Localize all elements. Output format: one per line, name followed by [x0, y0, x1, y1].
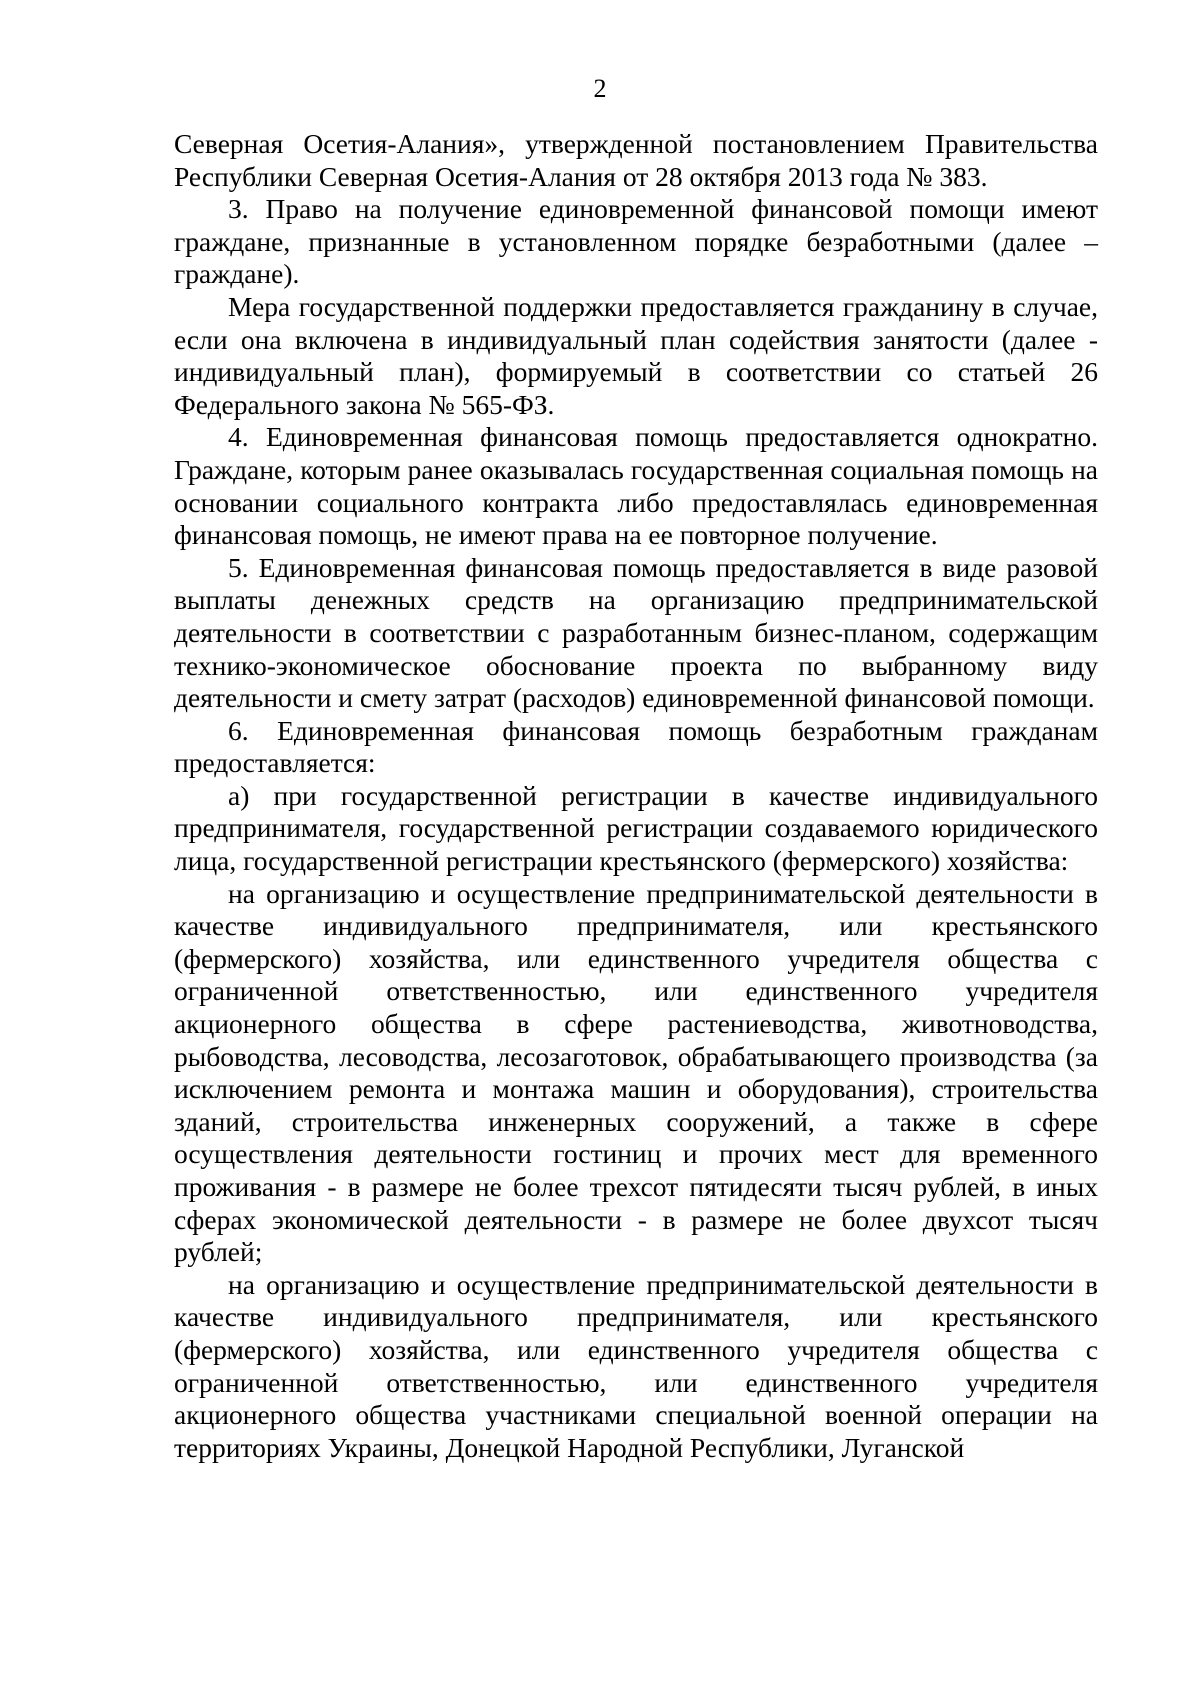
paragraph-item-5: 5. Единовременная финансовая помощь предоставляется в виде разовой выплаты денежных средств на организацию предпринимательской деятельности в соответствии с разработанным бизнес-планом, содержащим технико-экономическое обоснование проекта по выбранному виду деятельности и смету затрат (расходов) единовременной финансовой помощи. [174, 551, 1098, 714]
paragraph-continuation: Северная Осетия-Алания», утвержденной постановлением Правительства Республики Северная Осетия-Алания от 28 октября 2013 года № 383. [174, 128, 1098, 192]
paragraph-svo-participants: на организацию и осуществление предпринимательской деятельности в качестве индивидуального предпринимателя, или крестьянского (фермерского) хозяйства, или единственного учредителя общества с ограниченной ответственностью, или единственного учредителя акционерного общества участниками специальной военной операции на территориях Украины, Донецкой Народной Республики, Луганской [174, 1268, 1098, 1463]
document-body [174, 128, 1098, 1464]
paragraph-subitem-a: а) при государственной регистрации в качестве индивидуального предпринимателя, государственной регистрации создаваемого юридического лица, государственной регистрации крестьянского (фермерского) хозяйства: [174, 779, 1098, 877]
paragraph-amounts: на организацию и осуществление предпринимательской деятельности в качестве индивидуального предпринимателя, или крестьянского (фермерского) хозяйства, или единственного учредителя общества с ограниченной ответственностью, или единственного учредителя акционерного общества в сфере растениеводства, животноводства, рыбоводства, лесоводства, лесозаготовок, обрабатывающего производства (за исключением ремонта и монтажа машин и оборудования), строительства зданий, строительства инженерных сооружений, а также в сфере осуществления деятельности гостиниц и прочих мест для временного проживания - в размере не более трехсот пятидесяти тысяч рублей, в иных сферах экономической деятельности - в размере не более двухсот тысяч рублей; [174, 877, 1098, 1268]
paragraph-support-measure: Мера государственной поддержки предоставляется гражданину в случае, если она включена в индивидуальный план содействия занятости (далее - индивидуальный план), формируемый в соответствии со статьей 26 Федерального закона № 565-ФЗ. [174, 290, 1098, 420]
paragraph-item-3: 3. Право на получение единовременной финансовой помощи имеют граждане, признанные в установленном порядке безработными (далее – граждане). [174, 193, 1098, 290]
page-number: 2 [593, 74, 607, 103]
paragraph-item-6: 6. Единовременная финансовая помощь безработным гражданам предоставляется: [174, 714, 1098, 779]
paragraph-item-4: 4. Единовременная финансовая помощь предоставляется однократно. Граждане, которым ранее оказывалась государственная социальная помощь на основании социального контракта либо предоставлялась единовременная финансовая помощь, не имеют права на ее повторное получение. [174, 421, 1098, 551]
